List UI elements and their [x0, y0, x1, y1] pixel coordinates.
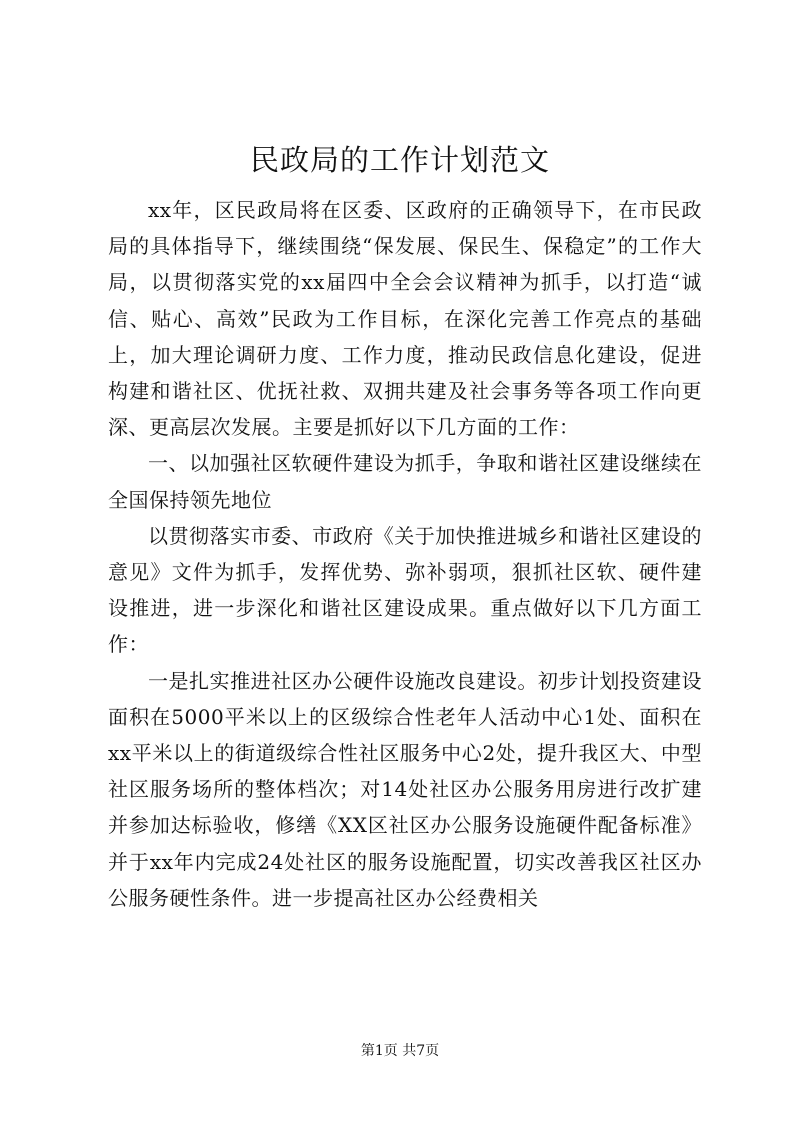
- intro-paragraph: xx年，区民政局将在区委、区政府的正确领导下，在市民政局的具体指导下，继续围绕“保发展、保民生、保稳定”的工作大局，以贯彻落实党的xx届四中全会会议精神为抓手，以打造“诚信、贴心、高效”民政为工作目标，在深化完善工作亮点的基础上，加大理论调研力度、工作力度，推动民政信息化建设，促进构建和谐社区、优抚社救、双拥共建及社会事务等各项工作向更深、更高层次发展。主要是抓好以下几方面的工作：: [108, 198, 702, 440]
- section-paragraph: 以贯彻落实市委、市政府《关于加快推进城乡和谐社区建设的意见》文件为抓手，发挥优势、弥补弱项，狠抓社区软、硬件建设推进，进一步深化和谐社区建设成果。重点做好以下几方面工作：: [108, 523, 702, 657]
- section-heading-1: 一、以加强社区软硬件建设为抓手，争取和谐社区建设继续在全国保持领先地位: [108, 451, 702, 512]
- page-number: 第1页 共7页: [360, 1043, 440, 1059]
- document-title: 民政局的工作计划范文: [249, 143, 550, 177]
- task-paragraph-1: 一是扎实推进社区办公硬件设施改良建设。初步计划投资建设面积在5000平米以上的区级综合性老年人活动中心1处、面积在xx平米以上的街道级综合性社区服务中心2处，提升我区大、中型社区服务场所的整体档次；对14处社区办公服务用房进行改扩建并参加达标验收，修缮《XX区社区办公服务设施硬件配备标准》并于xx年内完成24处社区的服务设施配置，切实改善我区社区办公服务硬性条件。进一步提高社区办公经费相关: [108, 668, 702, 910]
- document-body: [108, 192, 702, 916]
